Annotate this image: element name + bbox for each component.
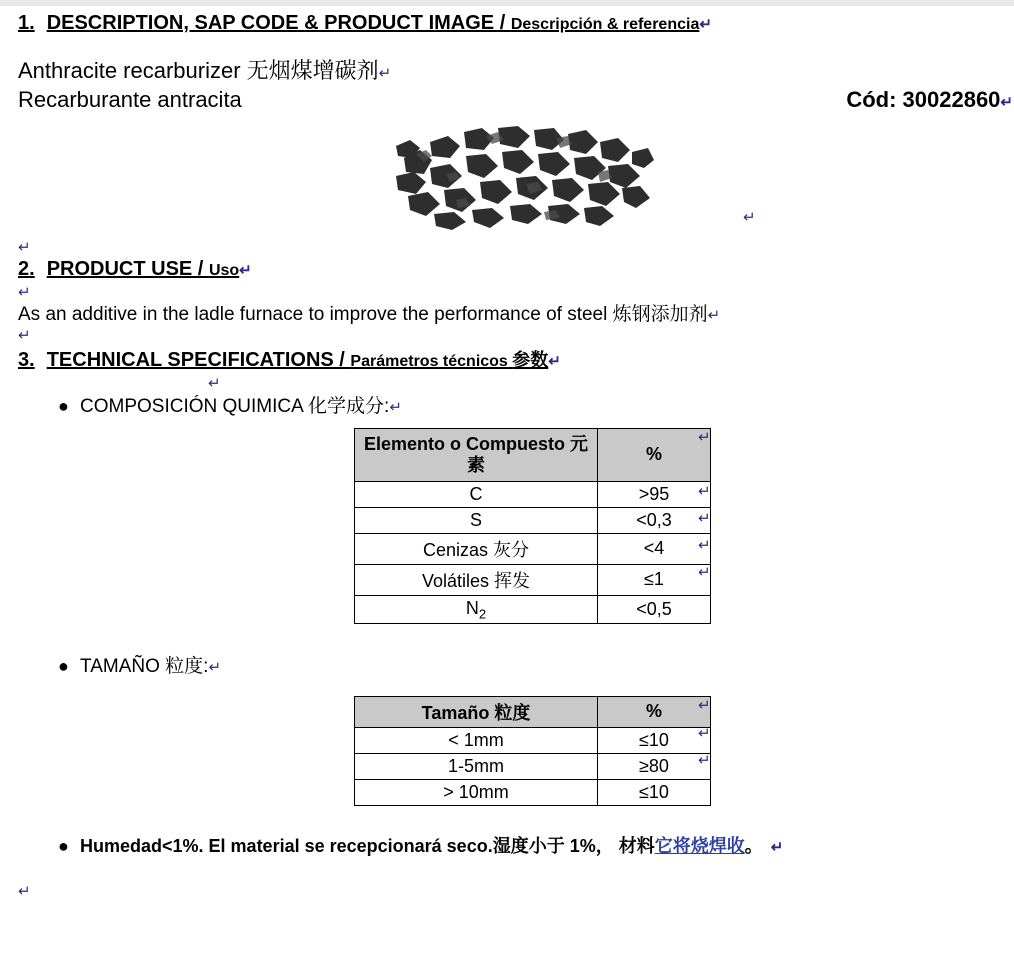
heading-3-text: TECHNICAL SPECIFICATIONS / Parámetros técnicos 参数 — [46, 348, 549, 371]
heading-2-subtext: Uso — [208, 262, 240, 280]
table-row — [355, 727, 711, 753]
composition-cell-value: ≤1 — [598, 564, 711, 595]
bullet-moisture-text — [80, 832, 763, 858]
bullet-size — [58, 654, 998, 680]
heading-2-text: PRODUCT USE / Uso — [46, 258, 240, 281]
moisture-link[interactable]: 它将烧焊收 — [654, 835, 745, 856]
product-name-line — [18, 57, 998, 86]
paragraph-mark-icon: ↵ — [698, 696, 711, 714]
paragraph-mark-icon: ↵ — [698, 509, 711, 527]
paragraph-mark-icon: ↵ — [698, 751, 711, 769]
heading-section-1 — [18, 12, 998, 35]
paragraph-mark-icon: ↵ — [743, 209, 756, 227]
empty-paragraph — [18, 240, 998, 258]
table-header-row — [355, 696, 711, 727]
composition-cell-element: $N_2$ — [355, 595, 598, 624]
heading-1-number: 1. — [18, 12, 35, 34]
empty-paragraph — [18, 328, 998, 346]
paragraph-mark-icon: ↵ — [548, 352, 561, 370]
composition-table — [354, 428, 711, 625]
size-cell-value: ≥80 — [598, 753, 711, 779]
composition-cell-element: S — [355, 507, 598, 533]
heading-1-text: DESCRIPTION, SAP CODE & PRODUCT IMAGE / Descripción & referencia — [46, 12, 700, 34]
heading-3-subtext: Parámetros técnicos — [350, 352, 513, 370]
product-use-text — [18, 303, 998, 328]
product-image-block — [18, 122, 998, 240]
paragraph-mark-icon: ↵ — [698, 724, 711, 742]
table-row — [355, 507, 711, 533]
paragraph-mark-icon: ↵ — [208, 659, 222, 677]
composition-header-element: Elemento o Compuesto 元素 — [355, 428, 598, 481]
composition-cell-value: >95 — [598, 481, 711, 507]
size-cell-range: 1-5mm — [355, 753, 598, 779]
heading-3-number: 3. — [18, 348, 35, 371]
composition-cell-value: <4 — [598, 533, 711, 564]
page-left-margin — [0, 6, 3, 954]
product-name-es: Recarburante antracita — [18, 86, 242, 112]
bullet-moisture — [58, 832, 998, 858]
composition-cell-element: C — [355, 481, 598, 507]
document-content — [18, 12, 1013, 902]
paragraph-mark-icon: ↵ — [208, 374, 221, 392]
paragraph-mark-icon: ↵ — [18, 882, 31, 900]
empty-paragraph — [208, 376, 998, 394]
paragraph-mark-icon: ↵ — [239, 262, 252, 280]
composition-cell-value: <0,3 — [598, 507, 711, 533]
composition-header-percent: % — [598, 428, 711, 481]
table-row — [355, 533, 711, 564]
paragraph-mark-icon: ↵ — [18, 326, 31, 344]
table-row — [355, 481, 711, 507]
paragraph-mark-icon: ↵ — [770, 838, 784, 856]
product-name-en: Anthracite recarburizer — [18, 58, 247, 83]
size-cell-range: < 1mm — [355, 727, 598, 753]
paragraph-mark-icon: ↵ — [389, 398, 402, 416]
product-use-en: As an additive in the ladle furnace to improve the performance of steel — [18, 304, 613, 326]
window-top-bar — [0, 0, 1014, 6]
paragraph-mark-icon: ↵ — [1000, 93, 1013, 111]
bullet-dot-icon: ● — [58, 656, 69, 677]
composition-cell-value: <0,5 — [598, 595, 711, 624]
product-use-cn: 炼钢添加剂 — [612, 304, 708, 326]
product-sap-code: Cód: 30022860↵ — [846, 86, 1013, 112]
table-row — [355, 753, 711, 779]
paragraph-mark-icon: ↵ — [18, 284, 31, 302]
table-row-marks — [698, 696, 711, 778]
bullet-dot-icon: ● — [58, 395, 69, 416]
paragraph-mark-icon: ↵ — [18, 239, 31, 257]
size-table-wrap — [354, 696, 774, 806]
composition-cell-element: Volátiles 挥发 — [355, 564, 598, 595]
empty-paragraph — [18, 285, 998, 303]
heading-2-number: 2. — [18, 258, 35, 281]
size-cell-range: > 10mm — [355, 779, 598, 805]
bullet-dot-icon: ● — [58, 835, 69, 856]
table-row-marks — [698, 428, 711, 590]
heading-3-cn: 参数 — [512, 349, 549, 370]
empty-paragraph — [18, 884, 998, 902]
table-row — [355, 564, 711, 595]
paragraph-mark-icon: ↵ — [699, 16, 712, 33]
size-header-percent: % — [598, 696, 711, 727]
moisture-text-pre: Humedad<1%. El material se recepcionará seco.湿度小于 1%， 材料 — [80, 835, 655, 856]
anthracite-lumps-image — [386, 122, 656, 234]
heading-section-3 — [18, 346, 998, 372]
product-name-cn: 无烟煤增碳剂 — [246, 58, 379, 83]
size-cell-value: ≤10 — [598, 779, 711, 805]
paragraph-mark-icon: ↵ — [698, 536, 711, 554]
moisture-text-post: 。 — [744, 835, 763, 856]
paragraph-mark-icon: ↵ — [378, 65, 392, 82]
size-header-tamano: Tamaño 粒度 — [355, 696, 598, 727]
paragraph-mark-icon: ↵ — [698, 428, 711, 446]
bullet-composition — [58, 394, 998, 420]
size-cell-value: ≤10 — [598, 727, 711, 753]
composition-cell-element: Cenizas 灰分 — [355, 533, 598, 564]
size-table — [354, 696, 711, 806]
paragraph-mark-icon: ↵ — [698, 482, 711, 500]
bullet-composition-label: COMPOSICIÓN QUIMICA 化学成分: — [80, 395, 390, 417]
table-header-row — [355, 428, 711, 481]
composition-table-wrap — [354, 428, 774, 625]
heading-section-2 — [18, 258, 998, 281]
product-code-row — [18, 86, 1013, 115]
heading-1-subtext: Descripción & referencia — [510, 16, 700, 33]
paragraph-mark-icon: ↵ — [707, 307, 721, 325]
bullet-size-label: TAMAÑO 粒度: — [80, 656, 209, 678]
paragraph-mark-icon: ↵ — [698, 563, 711, 581]
table-row — [355, 595, 711, 624]
table-row — [355, 779, 711, 805]
